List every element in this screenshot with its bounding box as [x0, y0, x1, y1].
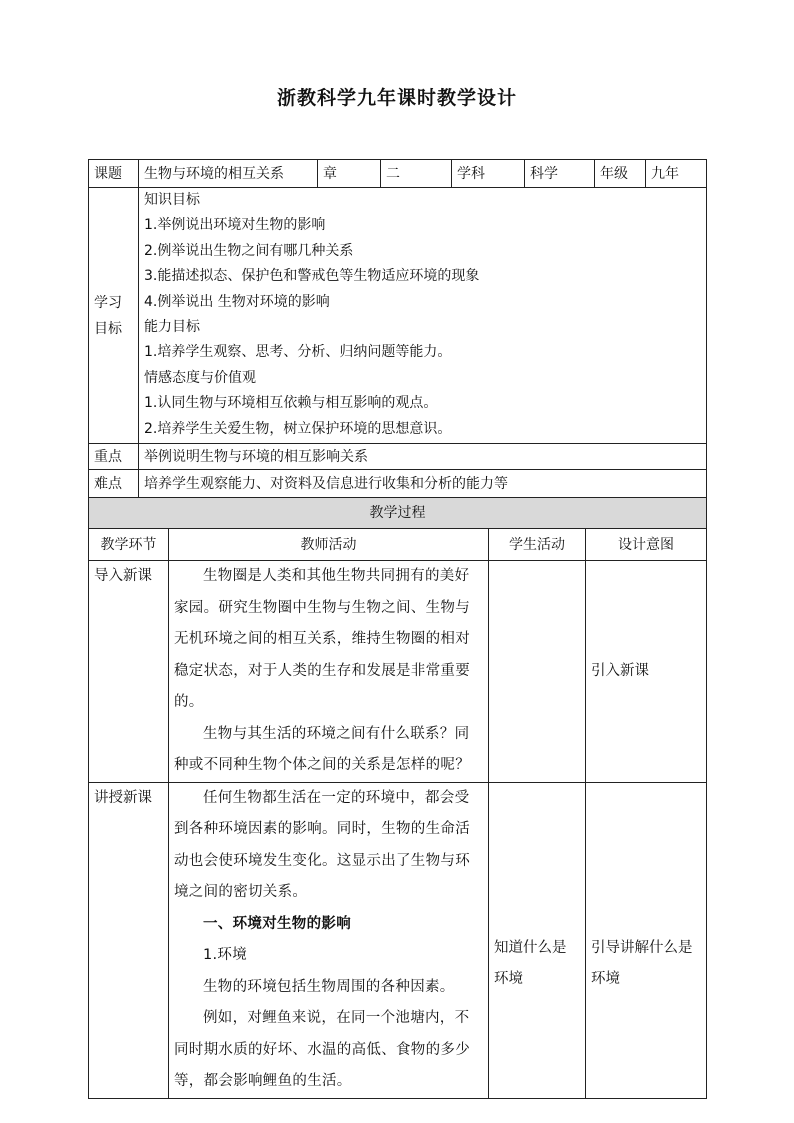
table-row	[89, 561, 707, 783]
student-activity-cell: 知道什么是环境	[489, 782, 586, 1098]
topic-label: 课题	[89, 160, 139, 188]
subject-label: 学科	[452, 160, 525, 188]
process-header-row	[89, 498, 707, 529]
chapter-value: 二	[381, 160, 452, 188]
goal-line: 情感态度与价值观	[144, 369, 256, 386]
key-point-value: 举例说明生物与环境的相互影响关系	[139, 444, 707, 470]
learning-goals-content	[139, 188, 707, 444]
subject-value: 科学	[525, 160, 595, 188]
teacher-activity-cell	[169, 561, 489, 783]
design-intent-cell: 引导讲解什么是环境	[586, 782, 707, 1098]
difficulty-label: 难点	[89, 470, 139, 498]
goal-line: 2.例举说出生物之间有哪几种关系	[144, 242, 354, 259]
column-header-row	[89, 529, 707, 561]
topic-value: 生物与环境的相互关系	[139, 160, 318, 188]
teacher-paragraph: 任何生物都生活在一定的环境中，都会受到各种环境因素的影响。同时，生物的生命活动也会使环境发生变化。这显示出了生物与环境之间的密切关系。	[174, 789, 470, 900]
key-point-label: 重点	[89, 444, 139, 470]
goal-line: 知识目标	[144, 192, 200, 208]
goal-line: 4.例举说出 生物对环境的影响	[144, 293, 330, 310]
table-row	[89, 782, 707, 1098]
goal-line: 能力目标	[144, 318, 200, 335]
goal-line: 1.举例说出环境对生物的影响	[144, 217, 326, 234]
key-point-row	[89, 444, 707, 470]
goal-line: 2.培养学生关爱生物，树立保护环境的思想意识。	[144, 420, 452, 437]
column-header-intent: 设计意图	[586, 529, 707, 561]
process-header: 教学过程	[89, 498, 707, 529]
lesson-info-row	[89, 160, 707, 188]
column-header-stage: 教学环节	[89, 529, 169, 561]
grade-label: 年级	[595, 160, 646, 188]
goal-line: 3.能描述拟态、保护色和警戒色等生物适应环境的现象	[144, 268, 480, 285]
learning-goals-label: 学习目标	[89, 188, 139, 444]
learning-goals-row	[89, 188, 707, 444]
teacher-activity-cell	[169, 782, 489, 1098]
teacher-paragraph: 例如，对鲤鱼来说，在同一个池塘内，不同时期水质的好坏、水温的高低、食物的多少等，都会影响鲤鱼的生活。	[174, 1010, 470, 1089]
chapter-label: 章	[318, 160, 381, 188]
column-header-student: 学生活动	[489, 529, 586, 561]
goal-line: 1.认同生物与环境相互依赖与相互影响的观点。	[144, 395, 438, 412]
teacher-paragraph: 生物的环境包括生物周围的各种因素。	[203, 978, 455, 995]
difficulty-row	[89, 470, 707, 498]
difficulty-value: 培养学生观察能力、对资料及信息进行收集和分析的能力等	[139, 470, 707, 498]
teacher-paragraph: 1.环境	[203, 947, 248, 963]
teacher-paragraph: 生物圈是人类和其他生物共同拥有的美好家园。研究生物圈中生物与生物之间、生物与无机环境之间的相互关系，维持生物圈的相对稳定状态，对于人类的生存和发展是非常重要的。	[174, 568, 470, 710]
stage-cell: 讲授新课	[89, 782, 169, 1098]
column-header-teacher: 教师活动	[169, 529, 489, 561]
design-intent-cell: 引入新课	[586, 561, 707, 783]
teaching-process-table	[88, 497, 707, 1099]
teacher-paragraph: 生物与其生活的环境之间有什么联系？同种或不同种生物个体之间的关系是怎样的呢？	[174, 725, 470, 773]
section-subheading: 一、环境对生物的影响	[203, 915, 351, 932]
document-title: 浙教科学九年课时教学设计	[276, 87, 517, 109]
student-activity-cell	[489, 561, 586, 783]
goal-line: 1.培养学生观察、思考、分析、归纳问题等能力。	[144, 344, 452, 361]
stage-cell: 导入新课	[89, 561, 169, 783]
lesson-info-table	[88, 159, 707, 498]
grade-value: 九年	[646, 160, 707, 188]
